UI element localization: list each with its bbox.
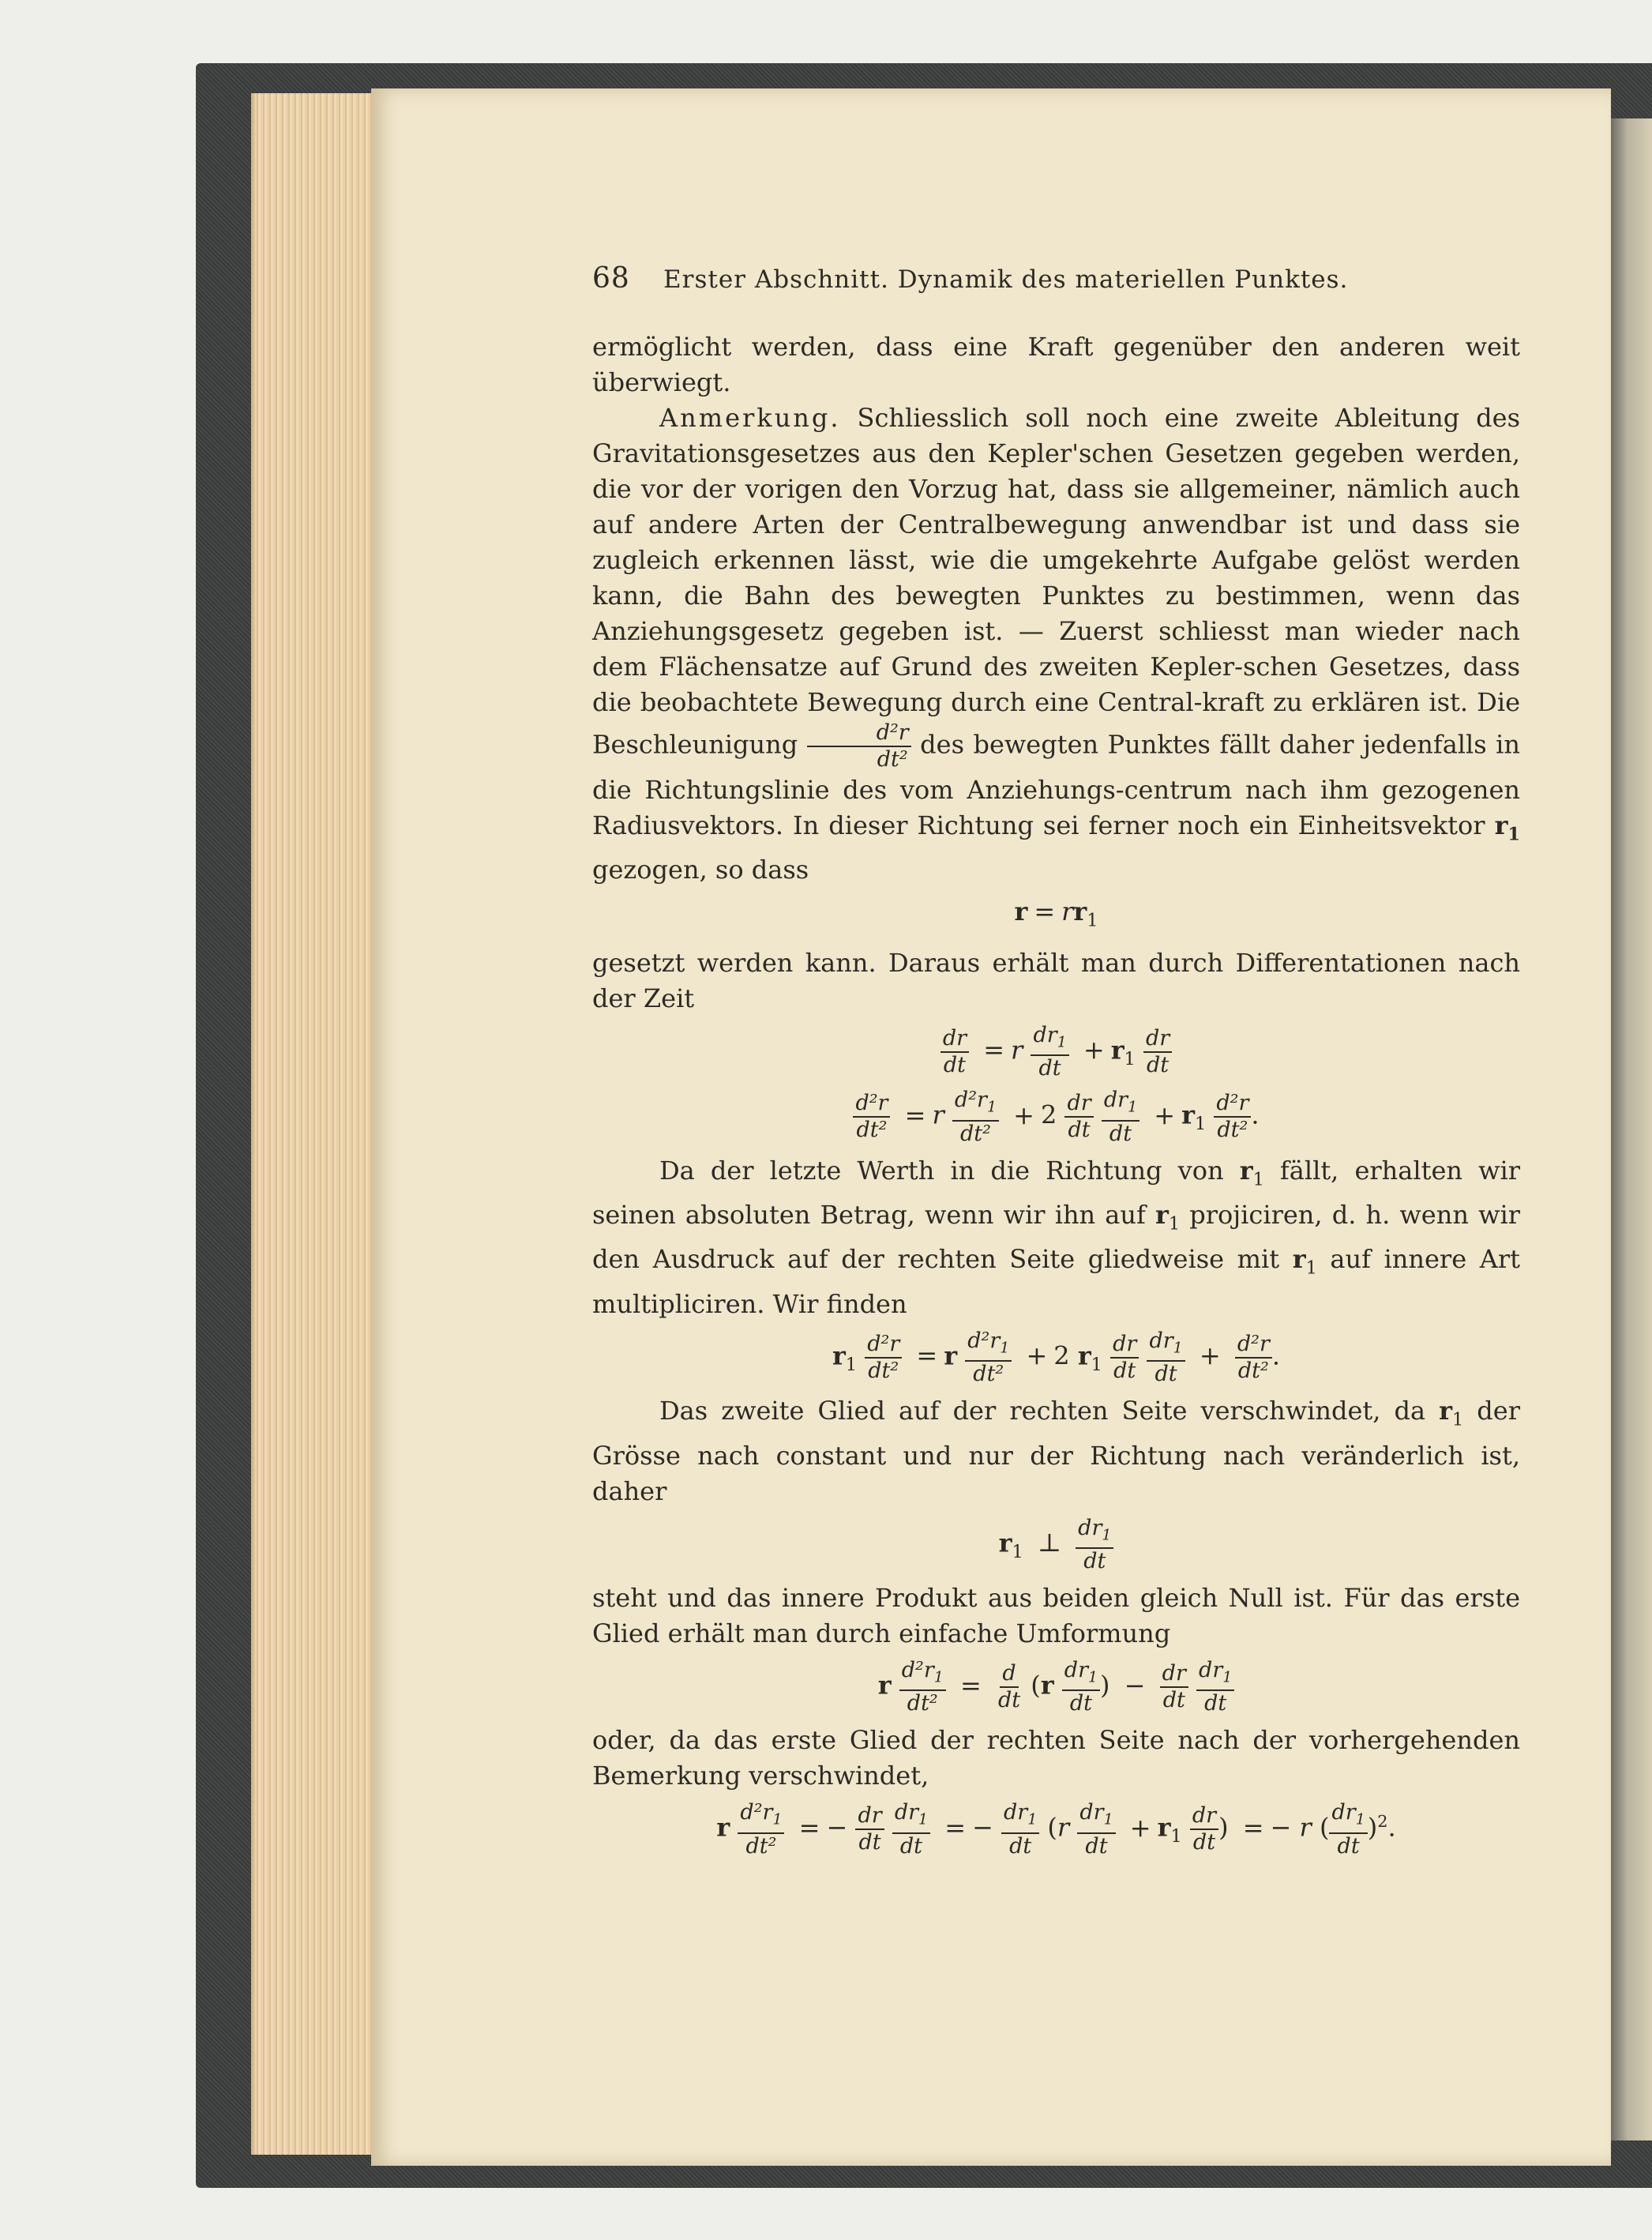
paragraph-4: Da der letzte Werth in die Richtung von $r_1$ fällt, erhalten wir seinen absoluten Betrag, wenn wir ihn auf $r_1$ projiciren, d. h. wenn wir den Ausdruck auf der rechten Seite gliedweise mit $r_1$ auf innere Art multipliciren. Wir finden (592, 1155, 1521, 1319)
running-header (592, 261, 1520, 298)
paragraph-6: steht und das innere Produkt aus beiden gleich Null ist. Für das erste Glied erhält man durch einfache Umformung (592, 1582, 1520, 1648)
anmerkung-after: des bewegten Punktes fällt daher jedenfalls in die Richtungslinie des vom Anziehungs-centrum nach ihm gezogenen Radiusvektors. In dieser Richtung sei ferner noch ein Einheitsvektor (592, 729, 1521, 840)
equation-perpendicular: $r_1$ ⊥ $\frac{dr_1}{dt}$ (592, 1516, 1520, 1574)
running-title: Erster Abschnitt. Dynamik des materiellen Punktes. (663, 265, 1349, 294)
paragraph-7: oder, da das erste Glied der rechten Seite nach der vorhergehenden Bemerkung verschwindet, (592, 1725, 1520, 1791)
facing-page-edge (1611, 118, 1652, 2140)
equation-second-derivative: $\frac{\text{d²r}}{\text{dt²}}$ = r $\frac{d^2r_1}{\text{dt²}}$ + 2 $\frac{dr}{dt}$ $\frac{dr_1}{dt}$ + $r_1$ $\frac{\text{d²r}}{\text{dt²}}$ . (592, 1088, 1520, 1146)
anmerkung-text: Schliesslich soll noch eine zweite Ableitung des Gravitationsgesetzes aus den Kepler'schen Gesetzen gegeben werden, die vor der vorigen den Vorzug hat, dass sie allgemeiner, nämlich auch auf andere Arten der Centralbewegung anwendbar ist und dass sie zugleich erkennen lässt, wie die umgekehrte Aufgabe gelöst werden kann, die Bahn des bewegten Punktes zu bestimmen, wenn das Anziehungsgesetz gegeben ist. — Zuerst schliesst man wieder nach dem Flächensatze auf Grund des zweiten Kepler-schen Gesetzes, dass die beobachtete Bewegung durch eine Central-kraft zu erklären ist. Die Beschleunigung (592, 403, 1520, 760)
paragraph-3: gesetzt werden kann. Daraus erhält man durch Differentationen nach der Zeit (592, 947, 1520, 1013)
equation-r-definition: $r = rr_1$ (1014, 896, 1098, 931)
anmerkung-tail: gezogen, so dass (592, 855, 809, 885)
acceleration-fraction: $\frac{\text{d²r}}{\text{dt²}}$ (807, 720, 911, 772)
paragraph-anmerkung (592, 400, 1520, 888)
paragraph-5: Das zweite Glied auf der rechten Seite verschwindet, da $r_1$ der Grösse nach constant und nur der Richtung nach veränderlich ist, daher (592, 1396, 1521, 1506)
anmerkung-lead: Anmerkung. (659, 403, 841, 433)
page-edges (251, 93, 381, 2155)
equation-final: r $\frac{d^2r_1}{\text{dt²}}$ = − $\frac{dr}{dt}$ $\frac{dr_1}{dt}$ = − $\frac{dr_1}{dt}$ (r $\frac{dr_1}{dt}$ + $r_1$ $\frac{dr}{dt}$ ) = − r ( $\frac{dr_1}{dt}$ )$^2$. (716, 1800, 1396, 1859)
equation-transformation: r $\frac{d^2r_1}{\text{dt²}}$ = $\frac{d}{dt}$ (r $\frac{dr_1}{dt}$ ) − $\frac{dr}{dt}$ $\frac{dr_1}{dt}$ (592, 1658, 1520, 1716)
unit-vector-symbol: $r_1$ (1494, 810, 1521, 845)
equation-first-derivative: $\frac{dr}{dt}$ = r $\frac{dr_1}{dt}$ + $r_1$ $\frac{dr}{dt}$ (592, 1023, 1520, 1081)
page-number: 68 (592, 262, 630, 295)
equation-projection: $r_1$ $\frac{\text{d²r}}{\text{dt²}}$ = r $\frac{d^2r_1}{\text{dt²}}$ + 2 $r_1$ $\frac{dr}{dt}$ $\frac{dr_1}{dt}$ + $\frac{\text{d²r}}{\text{dt²}}$ . (832, 1328, 1281, 1387)
page-text (592, 261, 1520, 1866)
paragraph-1: ermöglicht werden, dass eine Kraft gegenüber den anderen weit überwiegt. (592, 332, 1520, 397)
